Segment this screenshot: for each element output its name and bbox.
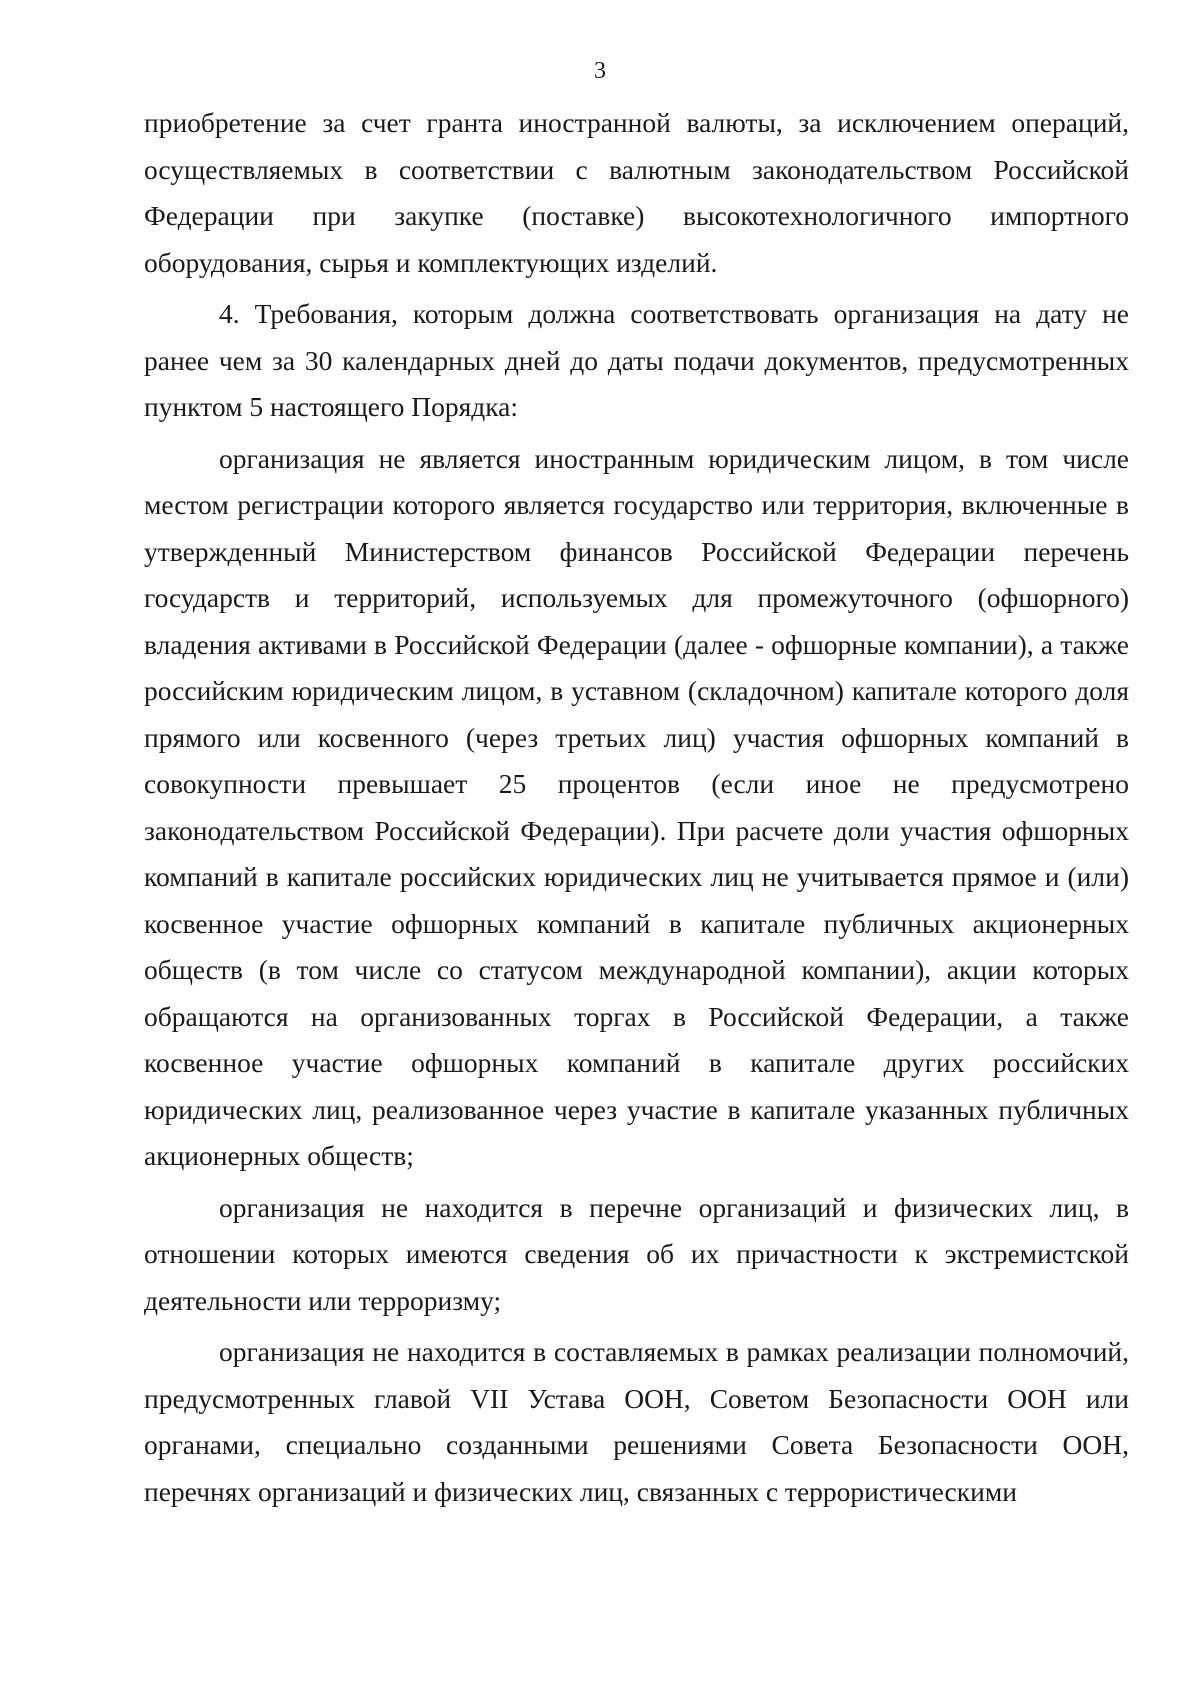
paragraph-offshore-requirement: организация не является иностранным юридическим лицом, в том числе местом регистрации которого является государство или территория, включенные в утвержденный Министерством финансов Российской Федерации перечень государств и территорий, используемых для промежуточного (офшорного) владения активами в Российской Федерации (далее - офшорные компании), а также российским юридическим лицом, в уставном (складочном) капитале которого доля прямого или косвенного (через третьих лиц) участия офшорных компаний в совокупности превышает 25 процентов (если иное не предусмотрено законодательством Российской Федерации). При расчете доли участия офшорных компаний в капитале российских юридических лиц не учитывается прямое и (или) косвенное участие офшорных компаний в капитале публичных акционерных обществ (в том числе со статусом международной компании), акции которых обращаются на организованных торгах в Российской Федерации, а также косвенное участие офшорных компаний в капитале других российских юридических лиц, реализованное через участие в капитале указанных публичных акционерных обществ; [144,442,1129,1171]
paragraph-continuation: приобретение за счет гранта иностранной валюты, за исключением операций, осуществляемых в соответствии с валютным законодательством Российской Федерации при закупке (поставке) высокотехнологичного импортного оборудования, сырья и комплектующих изделий. [144,107,1129,278]
paragraph-extremism-requirement: организация не находится в перечне организаций и физических лиц, в отношении которых имеются сведения об их причастности к экстремистской деятельности или терроризму; [144,1191,1129,1316]
document-body [144,100,1129,1515]
paragraph-un-sanctions-requirement: организация не находится в составляемых в рамках реализации полномочий, предусмотренных главой VII Устава ООН, Советом Безопасности ООН или органами, специально созданными решениями Совета Безопасности ООН, перечнях организаций и физических лиц, связанных с террористическими [144,1336,1129,1507]
paragraph-requirements-heading: 4. Требования, которым должна соответствовать организация на дату не ранее чем за 30 календарных дней до даты подачи документов, предусмотренных пунктом 5 настоящего Порядка: [144,298,1129,422]
page-number: 3 [594,58,606,84]
